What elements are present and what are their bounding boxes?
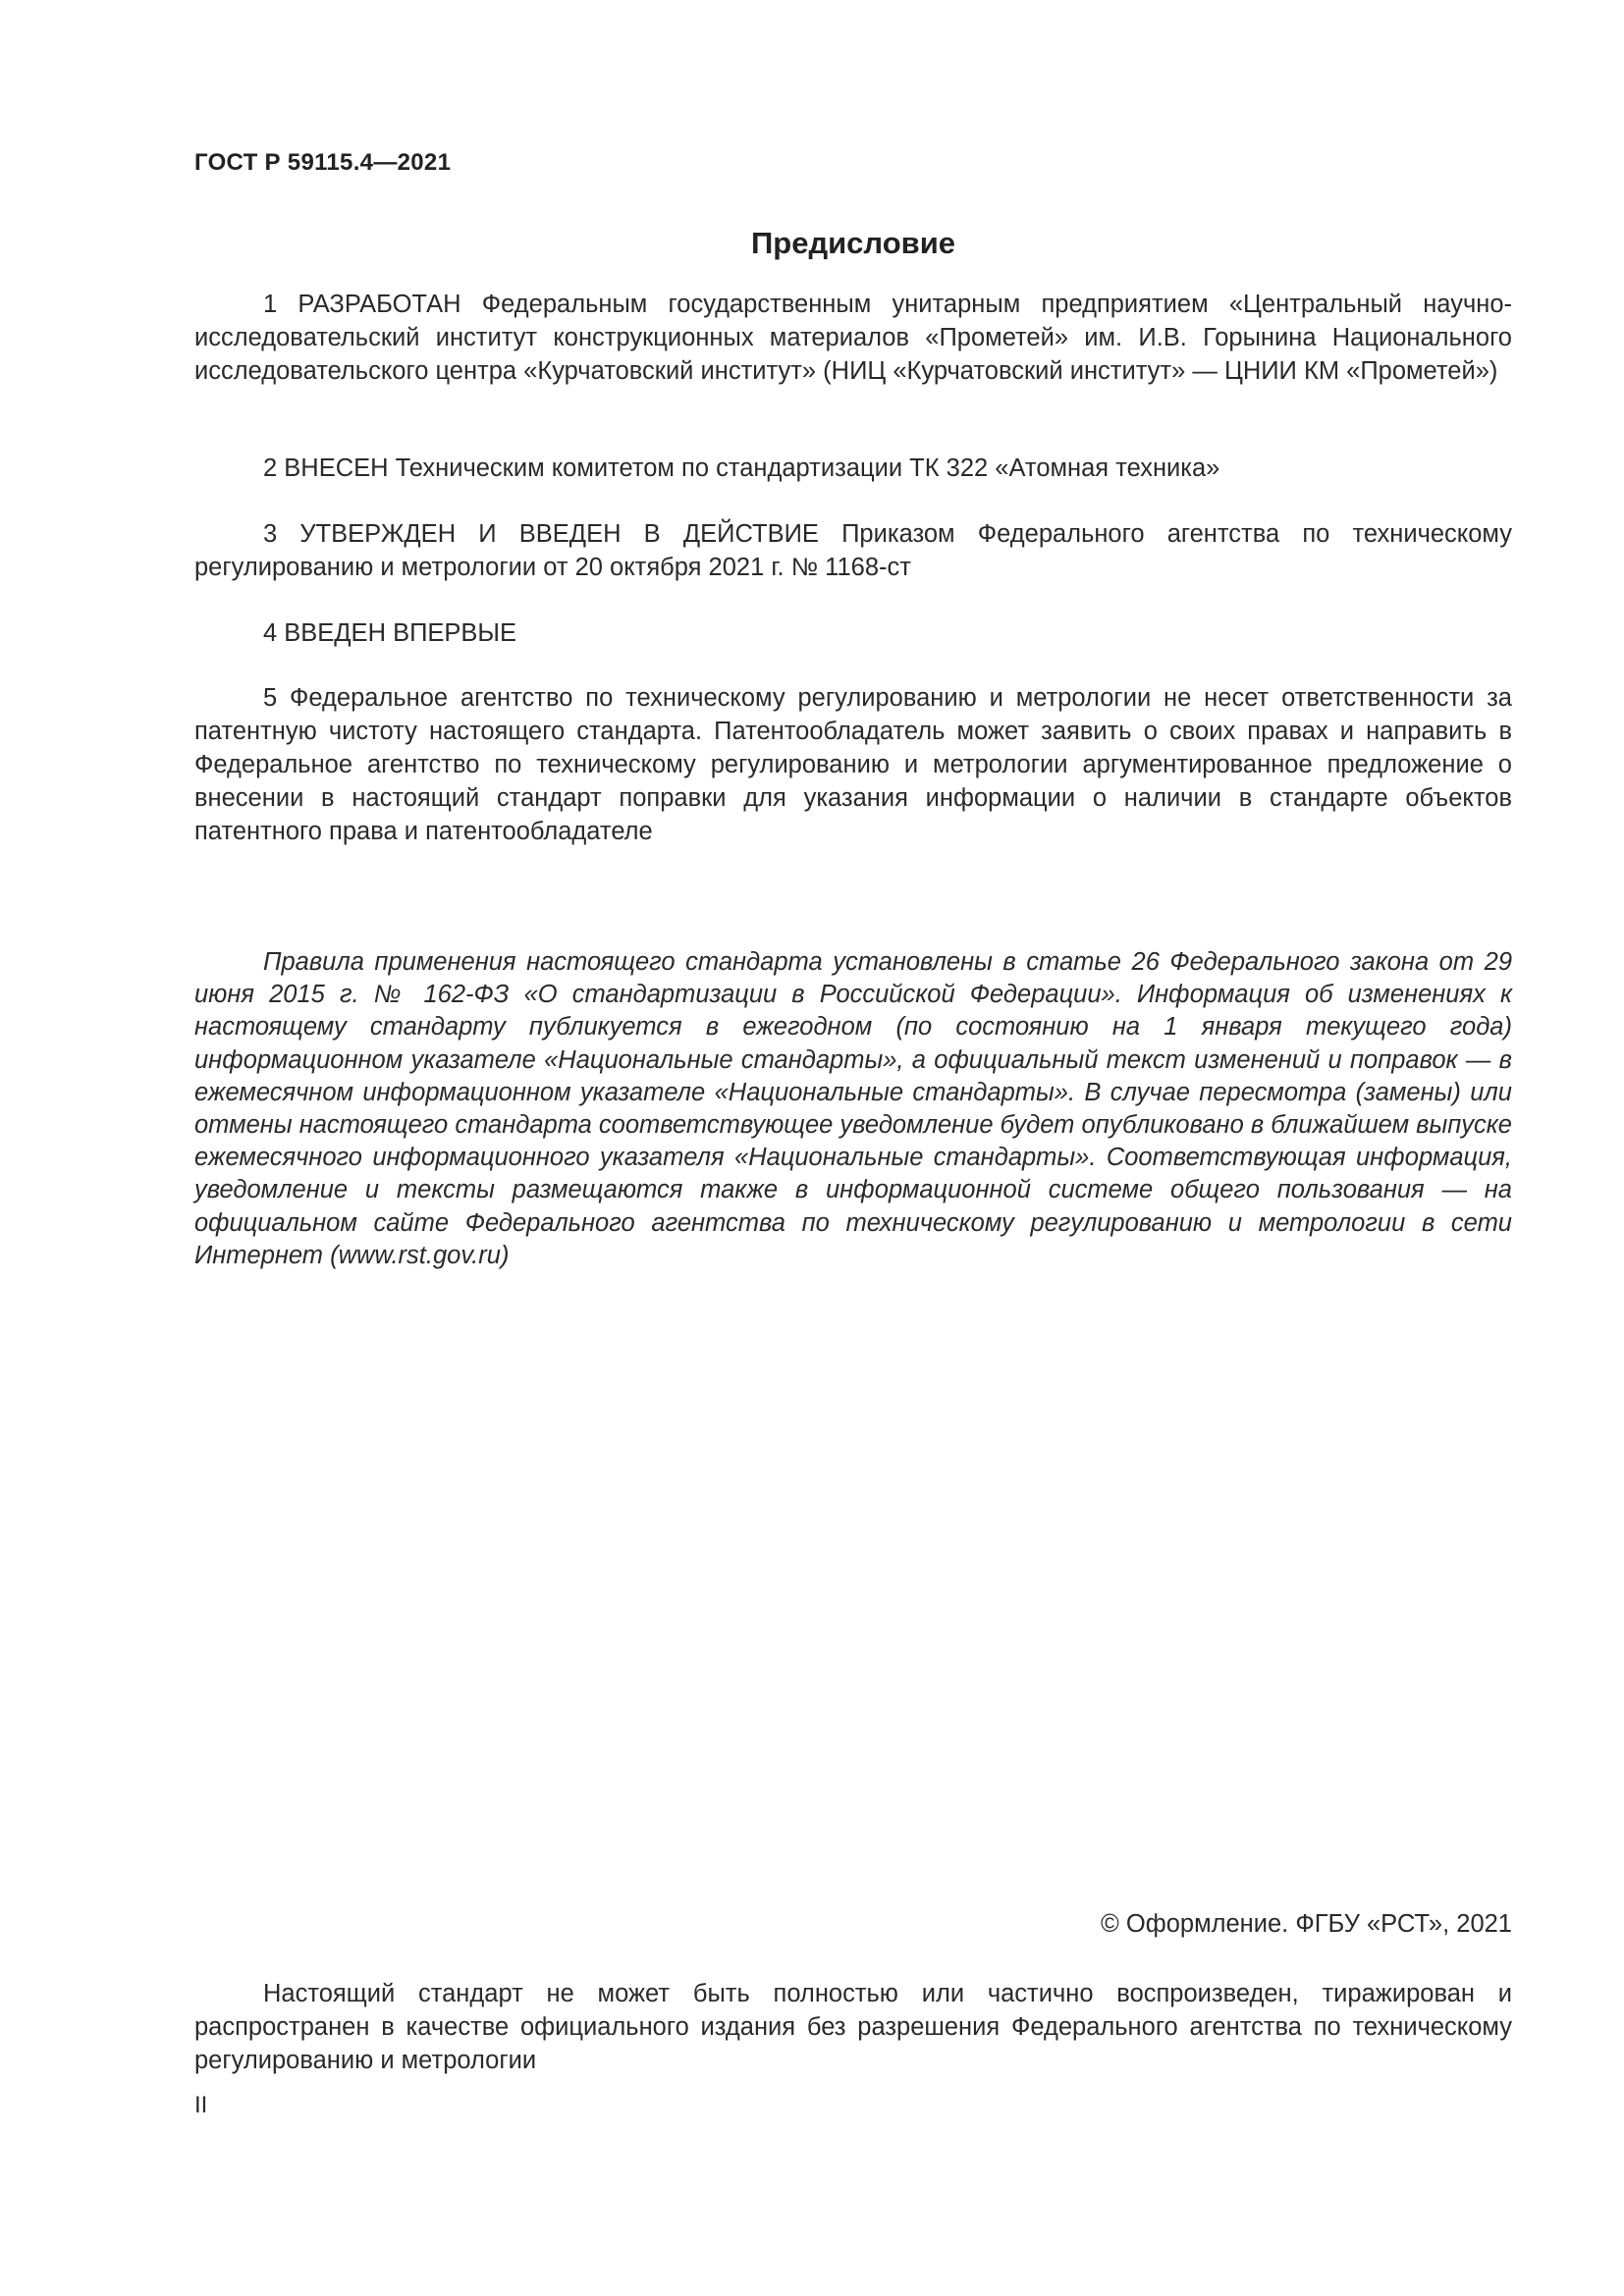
preface-paragraph-3: 3 УТВЕРЖДЕН И ВВЕДЕН В ДЕЙСТВИЕ Приказом Федерального агентства по техническому регулированию и метрологии от 20 октября 2021 г. № 1168-ст: [194, 520, 1512, 581]
copyright-line: © Оформление. ФГБУ «РСТ», 2021: [1101, 1910, 1512, 1938]
rules-notice: Правила применения настоящего стандарта установлены в статье 26 Федерального закона от 29 июня 2015 г. № 162-ФЗ «О стандартизации в Российской Федерации». Информация об изменениях к настоящему стандарту публикуется в ежегодном (по состоянию на 1 января текущего года) информационном указателе «Национальные стандарты», а официальный текст изменений и поправок — в ежемесячном информационном указателе «Национальные стандарты». В случае пересмотра (замены) или отмены настоящего стандарта соответствующее уведомление будет опубликовано в ближайшем выпуске ежемесячного информационного указателя «Национальные стандарты». Соответствующая информация, уведомление и тексты размещаются также в информационной системе общего пользования — на официальном сайте Федерального агентства по техническому регулированию и метрологии в сети Интернет (www.rst.gov.ru): [194, 948, 1512, 1269]
preface-paragraph-2: 2 ВНЕСЕН Техническим комитетом по стандартизации ТК 322 «Атомная техника»: [263, 454, 1220, 482]
page-number: II: [194, 2092, 208, 2118]
document-code: ГОСТ Р 59115.4—2021: [194, 149, 452, 176]
preface-paragraph-5: 5 Федеральное агентство по техническому регулированию и метрологии не несет ответственности за патентную чистоту настоящего стандарта. Патентообладатель может заявить о своих правах и направить в Федеральное агентство по техническому регулированию и метрологии аргументированное предложение о внесении в настоящий стандарт поправки для указания информации о наличии в стандарте объектов патентного права и патентообладателе: [194, 684, 1512, 845]
preface-paragraph-4: 4 ВВЕДЕН ВПЕРВЫЕ: [263, 619, 517, 647]
page-title: Предисловие: [750, 226, 955, 260]
reproduction-notice: Настоящий стандарт не может быть полностью или частично воспроизведен, тиражирован и распространен в качестве официального издания без разрешения Федерального агентства по техническому регулированию и метрологии: [194, 1980, 1512, 2074]
preface-paragraph-1: 1 РАЗРАБОТАН Федеральным государственным унитарным предприятием «Центральный научно-исследовательский институт конструкционных материалов «Прометей» им. И.В. Горынина Национального исследовательского центра «Курчатовский институт» (НИЦ «Курчатовский институт» — ЦНИИ КМ «Прометей»): [194, 291, 1512, 385]
